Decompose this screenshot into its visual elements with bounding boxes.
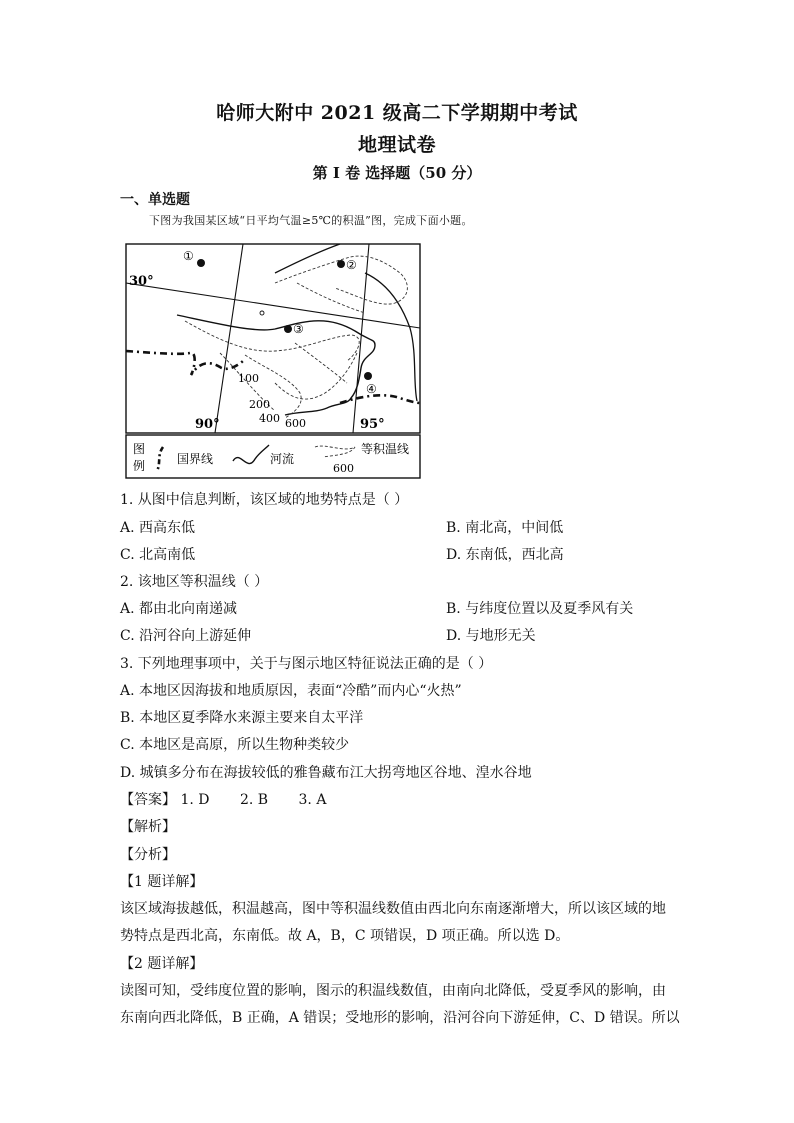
point-1-label: ①: [183, 249, 194, 263]
q1-option-a[interactable]: A. 西高东低: [120, 520, 196, 536]
river-upper: [275, 244, 340, 273]
q2-option-a[interactable]: A. 都由北向南递减: [120, 601, 238, 617]
exam-subject: 地理试卷: [357, 134, 436, 156]
point-2-label: ②: [346, 258, 357, 272]
question-2-stem: 2. 该地区等积温线（ ）: [120, 574, 269, 590]
q1-option-d[interactable]: D. 东南低，西北高: [446, 547, 564, 563]
legend-isotherm-symbol: [315, 446, 355, 457]
contour-label-600: 600: [285, 417, 306, 430]
contour-label-400: 400: [259, 412, 280, 425]
answer-row: [120, 789, 352, 809]
question-3-stem: 3. 下列地理事项中，关于与图示地区特征说法正确的是（ ）: [120, 656, 493, 672]
longitude-label-90: 90°: [195, 417, 220, 432]
analysis-heading: 【解析】: [120, 819, 176, 835]
legend-river-label: 河流: [270, 452, 295, 466]
q1-option-c[interactable]: C. 北高南低: [120, 547, 196, 563]
exam-title: 哈师大附中 2021 级高二下学期期中考试: [216, 102, 578, 124]
answer-3: 3. A: [298, 792, 327, 808]
part-heading: 第 I 卷 选择题（50 分）: [312, 164, 482, 182]
q3-option-a[interactable]: A. 本地区因海拔和地质原因，表面“冷酷”而内心“火热”: [120, 683, 462, 699]
point-3-label: ③: [293, 322, 304, 336]
legend-title-top: 图: [133, 442, 146, 456]
map-frame: [126, 244, 420, 433]
q1-explanation-line-1: 该区域海拔越低，积温越高，图中等积温线数值由西北向东南逐渐增大，所以该区域的地: [120, 901, 666, 917]
point-2-dot: [337, 260, 345, 268]
legend-border-label: 国界线: [177, 452, 214, 466]
answer-label: 【答案】: [120, 792, 176, 808]
legend-title-bottom: 例: [133, 459, 146, 473]
location-points: [197, 259, 372, 380]
legend-isotherm-label: 等积温线: [361, 442, 410, 456]
q2-option-d[interactable]: D. 与地形无关: [446, 628, 536, 644]
figure-intro: 下图为我国某区域“日平均气温≥5℃的积温”图，完成下面小题。: [149, 214, 473, 227]
longitude-label-95: 95°: [360, 417, 385, 432]
analysis-subheading: 【分析】: [120, 847, 176, 863]
longitude-line-95: [353, 244, 369, 433]
legend-isotherm-value: 600: [333, 462, 354, 475]
q1-option-b[interactable]: B. 南北高，中间低: [446, 520, 564, 536]
section-heading: 一、单选题: [120, 192, 190, 208]
contour-label-200: 200: [249, 398, 270, 411]
legend-border-symbol: [157, 447, 163, 471]
answer-1: 1. D: [180, 792, 210, 808]
river-main: [177, 315, 375, 415]
q2-explanation-label: 【2 题详解】: [120, 956, 204, 972]
q3-option-c[interactable]: C. 本地区是高原，所以生物种类较少: [120, 737, 350, 753]
question-1-stem: 1. 从图中信息判断，该区域的地势特点是（ ）: [120, 492, 409, 508]
q3-option-d[interactable]: D. 城镇多分布在海拔较低的雅鲁藏布江大拐弯地区谷地、湟水谷地: [120, 765, 532, 781]
point-1-dot: [197, 259, 205, 267]
point-3-dot: [284, 325, 292, 333]
longitude-line-90: [215, 244, 243, 433]
contour-label-100: 100: [238, 372, 259, 385]
accumulated-temperature-map: [125, 243, 421, 479]
q1-explanation-label: 【1 题详解】: [120, 874, 204, 890]
q2-option-c[interactable]: C. 沿河谷向上游延伸: [120, 628, 252, 644]
point-4-dot: [364, 372, 372, 380]
q2-explanation-line-1: 读图可知，受纬度位置的影响，图示的积温线数值，由南向北降低，受夏季风的影响，由: [120, 983, 666, 999]
point-4-label: ④: [366, 382, 377, 396]
legend-river-symbol: [233, 445, 269, 464]
q1-explanation-line-2: 势特点是西北高，东南低。故 A，B，C 项错误，D 项正确。所以选 D。: [120, 928, 570, 944]
q2-option-b[interactable]: B. 与纬度位置以及夏季风有关: [446, 601, 634, 617]
q2-explanation-line-2: 东南向西北降低，B 正确，A 错误；受地形的影响，沿河谷向下游延伸，C、D 错误。所以: [120, 1010, 680, 1026]
latitude-label: 30°: [129, 274, 154, 289]
latitude-line: [126, 283, 420, 328]
answer-2: 2. B: [239, 792, 269, 808]
q3-option-b[interactable]: B. 本地区夏季降水来源主要来自太平洋: [120, 710, 364, 726]
